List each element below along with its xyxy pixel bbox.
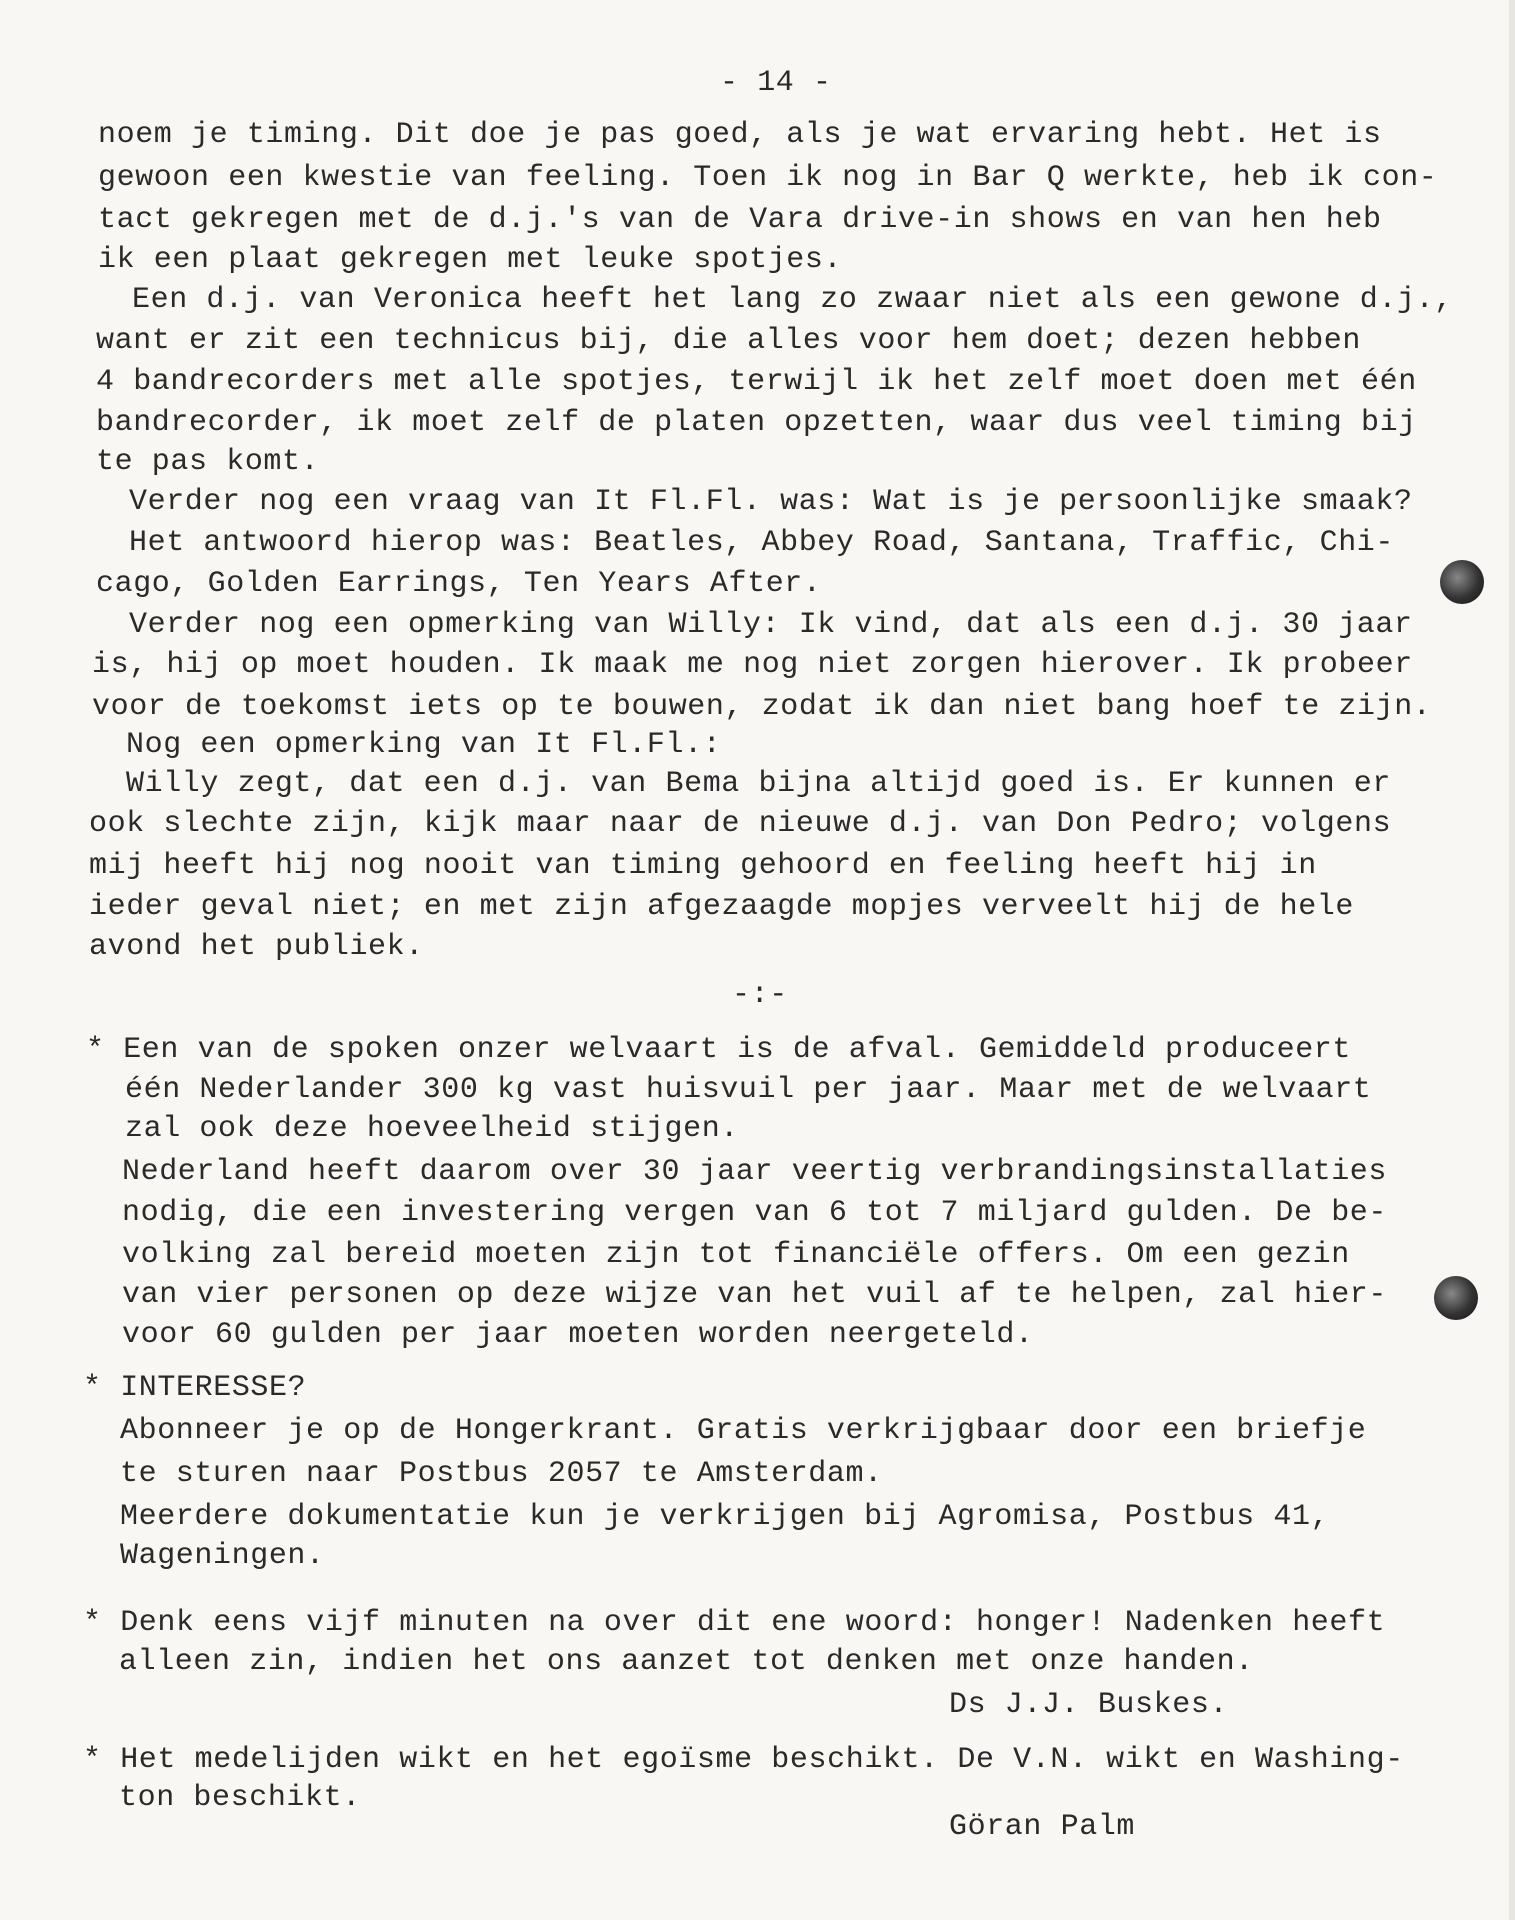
text-line: zal ook deze hoeveelheid stijgen. [125, 1112, 739, 1146]
text-line: alleen zin, indien het ons aanzet tot denken met onze handen. [119, 1645, 1254, 1679]
text-line: ieder geval niet; en met zijn afgezaagde mopjes verveelt hij de hele [89, 890, 1354, 924]
text-line: te pas komt. [96, 445, 320, 479]
text-line: Nederland heeft daarom over 30 jaar veertig verbrandingsinstallaties [122, 1155, 1387, 1189]
text-line: noem je timing. Dit doe je pas goed, als je wat ervaring hebt. Het is [98, 118, 1382, 152]
text-line: van vier personen op deze wijze van het vuil af te helpen, zal hier- [122, 1278, 1387, 1312]
text-line: * INTERESSE? [83, 1371, 307, 1405]
text-line: tact gekregen met de d.j.'s van de Vara drive-in shows en van hen heb [98, 203, 1382, 237]
text-line: voor de toekomst iets op te bouwen, zodat ik dan niet bang hoef te zijn. [92, 690, 1432, 724]
text-line: gewoon een kwestie van feeling. Toen ik nog in Bar Q werkte, heb ik con- [98, 161, 1438, 195]
text-line: want er zit een technicus bij, die alles voor hem doet; dezen hebben [96, 324, 1361, 358]
text-line: Een d.j. van Veronica heeft het lang zo zwaar niet als een gewone d.j., [132, 283, 1453, 317]
text-line: Verder nog een opmerking van Willy: Ik vind, dat als een d.j. 30 jaar [129, 608, 1413, 642]
text-line: * Een van de spoken onzer welvaart is de afval. Gemiddeld produceert [86, 1033, 1351, 1067]
text-line: Meerdere dokumentatie kun je verkrijgen bij Agromisa, Postbus 41, [120, 1500, 1330, 1534]
text-line: Nog een opmerking van It Fl.Fl.: [126, 728, 722, 762]
section-separator: -:- [732, 978, 788, 1012]
text-line: Wageningen. [120, 1539, 325, 1573]
text-line: * Denk eens vijf minuten na over dit ene woord: honger! Nadenken heeft [83, 1606, 1386, 1640]
text-line: mij heeft hij nog nooit van timing gehoord en feeling heeft hij in [89, 849, 1317, 883]
text-line: nodig, die een investering vergen van 6 tot 7 miljard gulden. De be- [122, 1196, 1387, 1230]
text-line: te sturen naar Postbus 2057 te Amsterdam. [120, 1457, 883, 1491]
page-number: - 14 - [720, 66, 832, 100]
punch-hole [1434, 1276, 1478, 1320]
quote-attribution: Ds J.J. Buskes. [949, 1688, 1229, 1722]
text-line: bandrecorder, ik moet zelf de platen opzetten, waar dus veel timing bij [96, 406, 1417, 440]
text-line: is, hij op moet houden. Ik maak me nog niet zorgen hierover. Ik probeer [92, 648, 1413, 682]
quote-attribution: Göran Palm [949, 1810, 1136, 1844]
text-line: Verder nog een vraag van It Fl.Fl. was: Wat is je persoonlijke smaak? [129, 485, 1413, 519]
page-edge [1509, 0, 1515, 1920]
text-line: Het antwoord hierop was: Beatles, Abbey Road, Santana, Traffic, Chi- [129, 526, 1394, 560]
text-line: avond het publiek. [89, 930, 424, 964]
punch-hole [1440, 560, 1484, 604]
text-line: ton beschikt. [119, 1781, 361, 1815]
text-line: Willy zegt, dat een d.j. van Bema bijna altijd goed is. Er kunnen er [126, 767, 1391, 801]
text-line: ik een plaat gekregen met leuke spotjes. [98, 243, 843, 277]
text-line: volking zal bereid moeten zijn tot financiële offers. Om een gezin [122, 1238, 1350, 1272]
text-line: 4 bandrecorders met alle spotjes, terwijl ik het zelf moet doen met één [96, 365, 1417, 399]
text-line: één Nederlander 300 kg vast huisvuil per jaar. Maar met de welvaart [125, 1073, 1372, 1107]
text-line: Abonneer je op de Hongerkrant. Gratis verkrijgbaar door een briefje [120, 1414, 1367, 1448]
text-line: ook slechte zijn, kijk maar naar de nieuwe d.j. van Don Pedro; volgens [89, 807, 1392, 841]
text-line: cago, Golden Earrings, Ten Years After. [96, 567, 822, 601]
text-line: voor 60 gulden per jaar moeten worden neergeteld. [122, 1318, 1034, 1352]
text-line: * Het medelijden wikt en het egoïsme beschikt. De V.N. wikt en Washing- [83, 1743, 1404, 1777]
